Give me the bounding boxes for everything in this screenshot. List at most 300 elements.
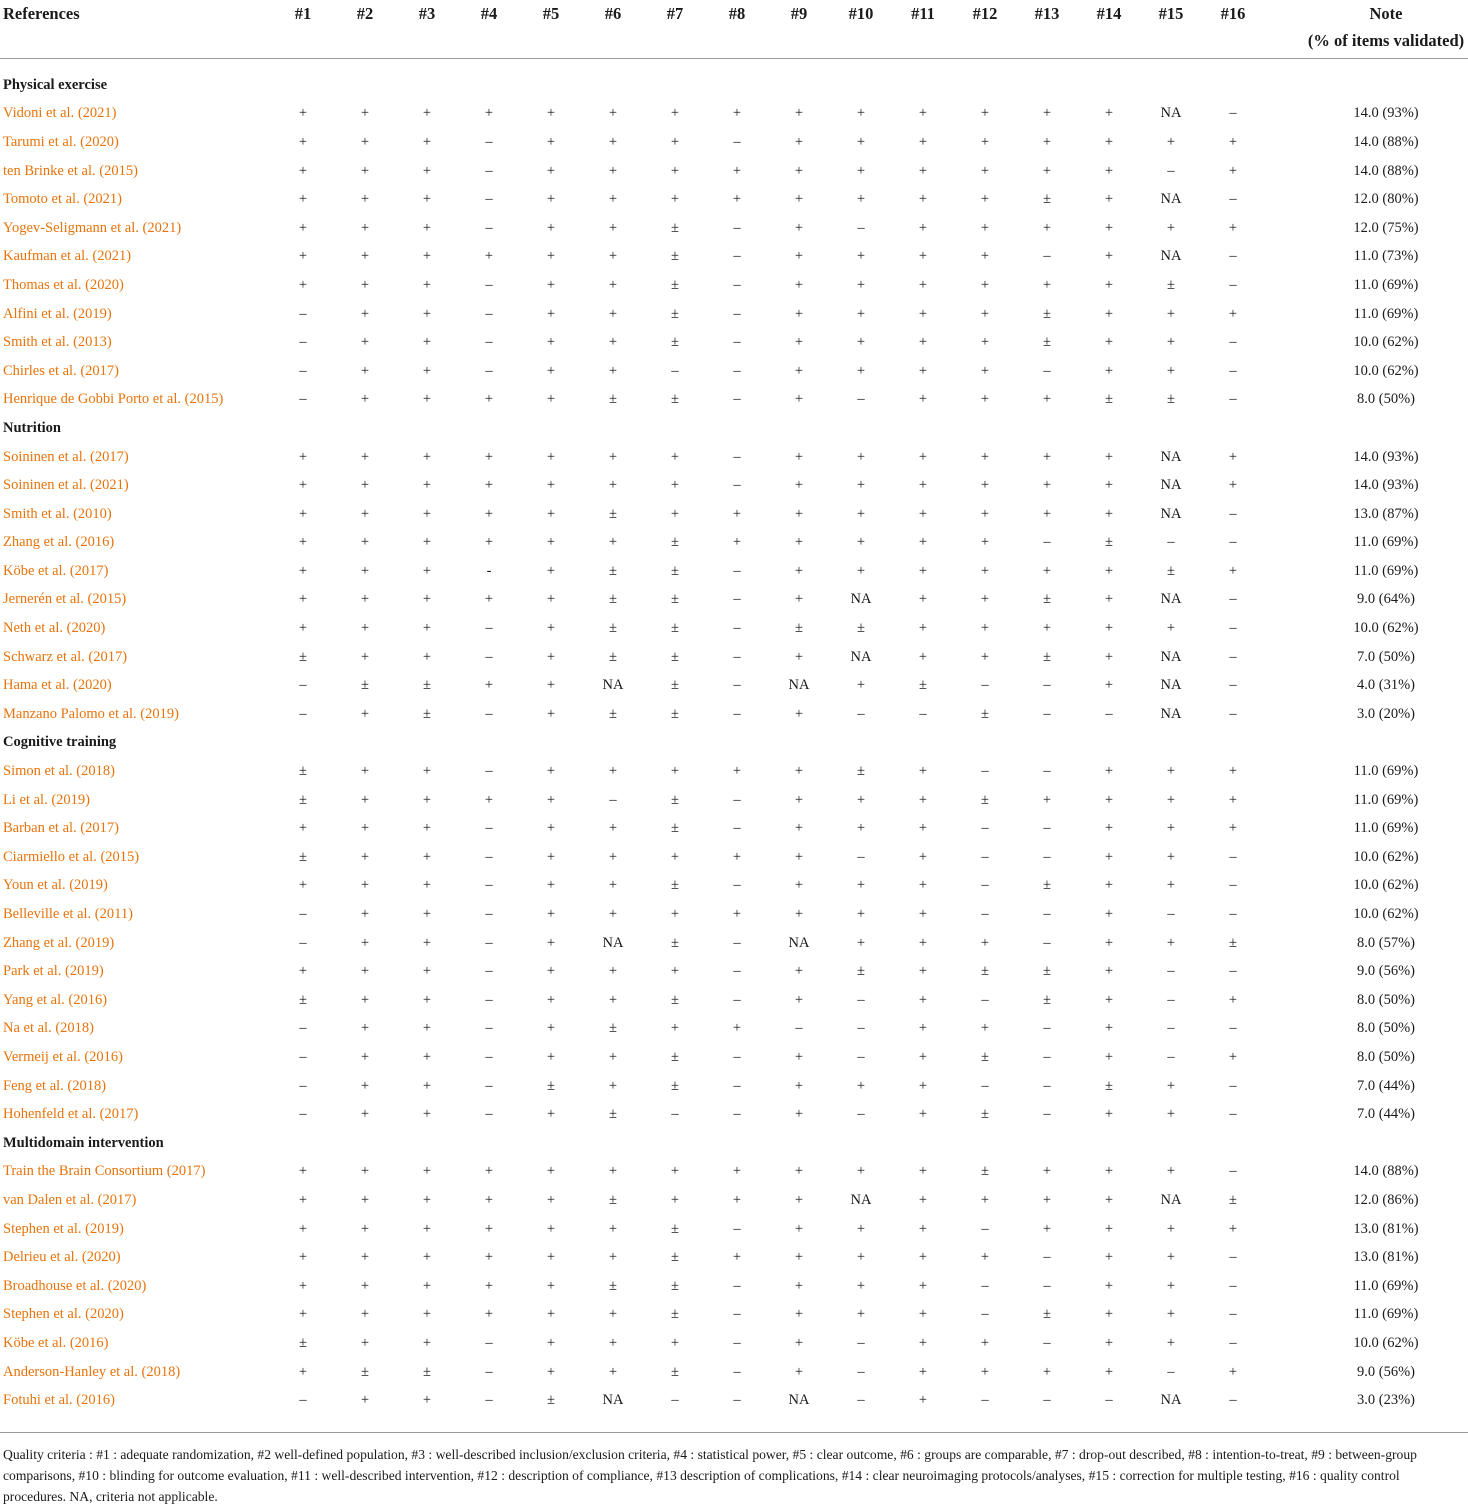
- criterion-cell-10: +: [856, 191, 866, 208]
- reference-author[interactable]: Barban et al. (: [3, 820, 86, 837]
- reference-cell: [0, 700, 272, 729]
- reference-cell: [0, 557, 272, 586]
- reference-year-link[interactable]: 2019: [69, 963, 99, 980]
- table-footnote: Quality criteria : #1 : adequate randomization, #2 well-defined population, #3 : well-described inclusion/exclusion criteria, #4 : statistical power, #5 : clear outcome, #6 : groups are comparable, #7 : drop-out described, #8 : intention-to-treat, #9 : between-group comparisons, #10 : blinding for outcome evaluation, #11 : well-described intervention, #12 : description of compliance, #13 description of complications, #14 : clear neuroimaging protocols/analyses, #15 : correction for multiple testing, #16 : quality control procedures. NA, criteria not applicable.: [0, 1432, 1468, 1507]
- criterion-cell-14: +: [1104, 877, 1114, 894]
- criterion-cell-5: +: [546, 477, 556, 494]
- reference-year-link[interactable]: 2016: [74, 1334, 104, 1351]
- reference-author[interactable]: Train the Brain Consortium (: [3, 1163, 172, 1180]
- reference-year-link[interactable]: 2016: [73, 991, 103, 1008]
- criterion-cell-5: +: [546, 591, 556, 608]
- criterion-cell-8: +: [732, 848, 742, 865]
- criterion-cell-11: +: [918, 1048, 928, 1065]
- reference-close-paren: ): [85, 791, 90, 808]
- reference-author[interactable]: Park et al. (: [3, 963, 70, 980]
- reference-close-paren: ): [133, 1106, 139, 1123]
- criterion-cell-14: +: [1104, 105, 1114, 122]
- table-row: [0, 986, 1468, 1015]
- criterion-cell-7: ±: [671, 334, 679, 351]
- criterion-cell-15: +: [1166, 620, 1176, 637]
- note-cell: 14.0 (93%): [1353, 105, 1419, 122]
- criterion-cell-6: ±: [609, 1020, 617, 1037]
- criterion-cell-8: +: [732, 105, 742, 122]
- reference-year-link[interactable]: 2021: [147, 219, 177, 236]
- reference-author[interactable]: Schwarz et al. (: [3, 648, 94, 665]
- reference-year-link[interactable]: 2018: [60, 1020, 90, 1037]
- criterion-cell-13: –: [1043, 1077, 1051, 1094]
- criterion-cell-13: +: [1042, 477, 1052, 494]
- table-row: [0, 1100, 1468, 1129]
- reference-year-link[interactable]: 2017: [74, 562, 104, 579]
- criterion-cell-13: –: [1043, 934, 1051, 951]
- reference-author[interactable]: Li et al. (: [3, 791, 57, 808]
- note-cell: 7.0 (44%): [1357, 1106, 1415, 1123]
- criterion-cell-1: +: [298, 505, 308, 522]
- criterion-header-11: #11: [892, 0, 954, 59]
- reference-year-link[interactable]: 2021: [88, 191, 118, 208]
- reference-close-paren: ): [100, 620, 106, 637]
- criterion-cell-5: +: [546, 162, 556, 179]
- criterion-cell-14: +: [1104, 1249, 1114, 1266]
- criterion-cell-7: +: [670, 448, 680, 465]
- criterion-cell-8: –: [733, 791, 741, 808]
- criterion-cell-8: +: [732, 763, 742, 780]
- reference-year-link[interactable]: 2018: [146, 1363, 176, 1380]
- section-title: Physical exercise: [3, 76, 108, 93]
- criterion-cell-11: +: [918, 1220, 928, 1237]
- criterion-cell-9: +: [794, 105, 804, 122]
- reference-year-link[interactable]: 2010: [77, 505, 107, 522]
- reference-close-paren: ): [103, 877, 108, 894]
- note-cell: 8.0 (50%): [1357, 1020, 1415, 1037]
- criterion-cell-14: +: [1104, 448, 1114, 465]
- criterion-cell-10: –: [857, 1363, 865, 1380]
- reference-year-link[interactable]: 2015: [104, 162, 134, 179]
- reference-author[interactable]: Feng et al. (: [3, 1077, 73, 1094]
- reference-cell: [0, 786, 272, 815]
- criterion-cell-10: NA: [850, 591, 872, 608]
- criterion-cell-1: –: [299, 391, 307, 408]
- reference-year-link[interactable]: 2013: [77, 334, 107, 351]
- criterion-cell-3: +: [422, 191, 432, 208]
- criterion-cell-1: +: [298, 191, 308, 208]
- criterion-cell-10: ±: [857, 620, 865, 637]
- criterion-cell-16: +: [1228, 305, 1238, 322]
- criterion-cell-16: –: [1229, 877, 1237, 894]
- note-header-line2: (% of items validated): [1307, 31, 1465, 50]
- reference-author[interactable]: Yang et al. (: [3, 991, 74, 1008]
- criterion-cell-6: +: [608, 1163, 618, 1180]
- criterion-cell-6: +: [608, 105, 618, 122]
- criterion-cell-6: +: [608, 763, 618, 780]
- reference-close-paren: ): [114, 820, 119, 837]
- reference-author[interactable]: Anderson-Hanley et al. (: [3, 1363, 147, 1380]
- criterion-cell-8: –: [733, 276, 741, 293]
- criterion-cell-10: +: [856, 1277, 866, 1294]
- criterion-cell-2: +: [360, 591, 370, 608]
- reference-cell: [0, 357, 272, 386]
- table-row: [0, 814, 1468, 843]
- reference-author[interactable]: Neth et al. (: [3, 620, 72, 637]
- reference-author[interactable]: Na et al. (: [3, 1020, 61, 1037]
- reference-year-link[interactable]: 2015: [105, 848, 135, 865]
- note-cell: 14.0 (88%): [1353, 162, 1419, 179]
- reference-year-link[interactable]: 2020: [77, 677, 107, 694]
- criterion-cell-6: ±: [609, 1191, 617, 1208]
- note-header-line1: Note: [1369, 4, 1403, 23]
- criterion-cell-12: +: [980, 219, 990, 236]
- reference-author[interactable]: Hama et al. (: [3, 677, 78, 694]
- criterion-cell-4: +: [484, 105, 494, 122]
- table-row: [0, 614, 1468, 643]
- criterion-cell-8: +: [732, 162, 742, 179]
- criterion-cell-11: +: [918, 1077, 928, 1094]
- reference-cell: [0, 957, 272, 986]
- criterion-cell-9: +: [794, 219, 804, 236]
- criterion-cell-2: +: [360, 906, 370, 923]
- criterion-cell-11: +: [918, 877, 928, 894]
- criterion-cell-5: +: [546, 906, 556, 923]
- criterion-cell-15: –: [1167, 534, 1175, 551]
- reference-year-link[interactable]: 2021: [97, 248, 127, 265]
- criterion-cell-12: +: [980, 934, 990, 951]
- criterion-cell-7: +: [670, 477, 680, 494]
- criterion-cell-9: +: [794, 963, 804, 980]
- criterion-cell-5: +: [546, 877, 556, 894]
- criterion-cell-2: +: [360, 791, 370, 808]
- reference-author[interactable]: Vermeij et al. (: [3, 1048, 90, 1065]
- reference-year-link[interactable]: 2020: [112, 1277, 142, 1294]
- criterion-cell-15: ±: [1167, 391, 1175, 408]
- reference-year-link[interactable]: 2011: [99, 906, 129, 923]
- section-header-row: [0, 1129, 1468, 1158]
- reference-year-link[interactable]: 2021: [82, 105, 112, 122]
- reference-year-link[interactable]: 2019: [145, 705, 175, 722]
- criterion-cell-8: –: [733, 705, 741, 722]
- criterion-cell-8: –: [733, 677, 741, 694]
- reference-author[interactable]: van Dalen et al. (: [3, 1191, 103, 1208]
- criterion-cell-16: –: [1229, 1392, 1237, 1409]
- reference-cell: [0, 929, 272, 958]
- table-row: [0, 529, 1468, 558]
- criterion-cell-1: +: [298, 877, 308, 894]
- reference-year-link[interactable]: 2021: [94, 477, 124, 494]
- criterion-cell-15: –: [1167, 162, 1175, 179]
- reference-author[interactable]: Köbe et al. (: [3, 562, 75, 579]
- criterion-cell-9: +: [794, 1163, 804, 1180]
- criterion-cell-7: ±: [671, 562, 679, 579]
- criterion-cell-13: +: [1042, 1220, 1052, 1237]
- criterion-cell-9: +: [794, 305, 804, 322]
- reference-author[interactable]: Manzano Palomo et al. (: [3, 705, 146, 722]
- criterion-cell-3: +: [422, 620, 432, 637]
- criterion-cell-3: +: [422, 391, 432, 408]
- note-cell: 12.0 (75%): [1353, 219, 1419, 236]
- criterion-cell-14: +: [1104, 820, 1114, 837]
- criterion-cell-5: +: [546, 191, 556, 208]
- reference-year-link[interactable]: 2019: [56, 791, 86, 808]
- reference-cell: [0, 1243, 272, 1272]
- criterion-cell-3: +: [422, 1106, 432, 1123]
- reference-year-link[interactable]: 2018: [81, 763, 111, 780]
- criterion-cell-5: +: [546, 848, 556, 865]
- reference-year-link[interactable]: 2020: [86, 1249, 116, 1266]
- criterion-cell-2: +: [360, 820, 370, 837]
- reference-author[interactable]: Köbe et al. (: [3, 1334, 75, 1351]
- criterion-cell-14: +: [1104, 162, 1114, 179]
- reference-author[interactable]: Stephen et al. (: [3, 1306, 90, 1323]
- table-row: [0, 586, 1468, 615]
- criterion-cell-9: +: [794, 534, 804, 551]
- criterion-cell-16: –: [1229, 534, 1237, 551]
- reference-cell: [0, 300, 272, 329]
- reference-year-link[interactable]: 2017: [85, 820, 115, 837]
- criterion-cell-1: +: [298, 248, 308, 265]
- header-row: [0, 0, 1468, 59]
- table-row: [0, 1301, 1468, 1330]
- criterion-cell-9: +: [794, 877, 804, 894]
- criterion-cell-3: +: [422, 477, 432, 494]
- criterion-cell-15: NA: [1160, 1392, 1182, 1409]
- reference-year-link[interactable]: 2019: [80, 934, 110, 951]
- criterion-cell-7: ±: [671, 219, 679, 236]
- criterion-cell-3: ±: [423, 1363, 431, 1380]
- criterion-cell-12: ±: [981, 1163, 989, 1180]
- criterion-cell-7: +: [670, 1163, 680, 1180]
- reference-year-link[interactable]: 2018: [72, 1077, 102, 1094]
- criterion-cell-16: –: [1229, 1106, 1237, 1123]
- criterion-cell-4: +: [484, 505, 494, 522]
- criterion-cell-13: –: [1043, 1334, 1051, 1351]
- reference-author[interactable]: Smith et al. (: [3, 334, 78, 351]
- criterion-cell-8: +: [732, 1163, 742, 1180]
- criterion-cell-2: +: [360, 620, 370, 637]
- reference-year-link[interactable]: 2019: [77, 305, 107, 322]
- criterion-cell-1: –: [299, 1048, 307, 1065]
- criterion-cell-6: –: [609, 791, 617, 808]
- table-row: [0, 786, 1468, 815]
- criterion-cell-15: +: [1166, 1220, 1176, 1237]
- criterion-cell-4: +: [484, 591, 494, 608]
- criterion-cell-10: ±: [857, 963, 865, 980]
- table-row: [0, 1243, 1468, 1272]
- criterion-cell-16: –: [1229, 906, 1237, 923]
- criterion-cell-11: +: [918, 1392, 928, 1409]
- criterion-cell-9: NA: [788, 677, 810, 694]
- criterion-cell-12: +: [980, 477, 990, 494]
- table-row: [0, 900, 1468, 929]
- note-column-header: [1264, 0, 1468, 59]
- criterion-cell-14: +: [1104, 276, 1114, 293]
- criterion-cell-7: +: [670, 1020, 680, 1037]
- reference-year-link[interactable]: 2017: [104, 1106, 134, 1123]
- criterion-cell-8: –: [733, 934, 741, 951]
- note-cell: 9.0 (56%): [1357, 963, 1415, 980]
- criterion-cell-12: +: [980, 505, 990, 522]
- criterion-cell-14: +: [1104, 1020, 1114, 1037]
- criterion-cell-4: +: [484, 448, 494, 465]
- criterion-cell-4: +: [484, 1306, 494, 1323]
- reference-year-link[interactable]: 2020: [89, 276, 119, 293]
- criterion-cell-13: +: [1042, 1191, 1052, 1208]
- criterion-cell-11: +: [918, 1277, 928, 1294]
- criterion-cell-15: +: [1166, 362, 1176, 379]
- criterion-cell-13: –: [1043, 705, 1051, 722]
- criterion-header-8: #8: [706, 0, 768, 59]
- reference-close-paren: ): [117, 191, 123, 208]
- reference-author[interactable]: Ciarmiello et al. (: [3, 848, 106, 865]
- criterion-cell-9: +: [794, 191, 804, 208]
- table-row: [0, 214, 1468, 243]
- note-cell: 7.0 (44%): [1357, 1077, 1415, 1094]
- criterion-cell-5: +: [546, 934, 556, 951]
- reference-author[interactable]: Henrique de Gobbi Porto et al. (: [3, 391, 190, 408]
- criterion-cell-2: +: [360, 133, 370, 150]
- criterion-cell-15: +: [1166, 820, 1176, 837]
- reference-year-link[interactable]: 2015: [189, 391, 219, 408]
- reference-author[interactable]: Yogev-Seligmann et al. (: [3, 219, 148, 236]
- reference-author[interactable]: Alfini et al. (: [3, 305, 78, 322]
- reference-year-link[interactable]: 2020: [89, 1306, 119, 1323]
- reference-author[interactable]: Simon et al. (: [3, 763, 82, 780]
- criterion-cell-2: +: [360, 1277, 370, 1294]
- reference-year-link[interactable]: 2016: [80, 534, 110, 551]
- reference-author[interactable]: Tarumi et al. (: [3, 133, 85, 150]
- criterion-cell-12: +: [980, 1020, 990, 1037]
- criterion-cell-8: –: [733, 648, 741, 665]
- reference-year-link[interactable]: 2017: [102, 1191, 132, 1208]
- reference-year-link[interactable]: 2016: [81, 1392, 111, 1409]
- criterion-cell-2: +: [360, 248, 370, 265]
- reference-year-link[interactable]: 2017: [85, 362, 115, 379]
- criterion-cell-14: +: [1104, 1163, 1114, 1180]
- reference-author[interactable]: Zhang et al. (: [3, 534, 81, 551]
- criterion-cell-12: –: [981, 763, 989, 780]
- criterion-header-7: #7: [644, 0, 706, 59]
- table-row: [0, 757, 1468, 786]
- note-cell: 10.0 (62%): [1353, 620, 1419, 637]
- reference-year-link[interactable]: 2019: [74, 877, 104, 894]
- reference-cell: [0, 1100, 272, 1129]
- reference-close-paren: ): [89, 1020, 95, 1037]
- criterion-cell-12: +: [980, 620, 990, 637]
- criterion-cell-2: +: [360, 1334, 370, 1351]
- reference-author[interactable]: Hohenfeld et al. (: [3, 1106, 105, 1123]
- reference-year-link[interactable]: 2020: [84, 133, 114, 150]
- reference-year-link[interactable]: 2016: [89, 1048, 119, 1065]
- reference-author[interactable]: Chirles et al. (: [3, 362, 86, 379]
- criterion-cell-8: –: [733, 963, 741, 980]
- criterion-cell-2: +: [360, 448, 370, 465]
- reference-author[interactable]: ten Brinke et al. (: [3, 162, 105, 179]
- reference-close-paren: ): [118, 1220, 124, 1237]
- reference-author[interactable]: Delrieu et al. (: [3, 1249, 87, 1266]
- reference-author[interactable]: Tomoto et al. (: [3, 191, 89, 208]
- criterion-cell-14: +: [1104, 791, 1114, 808]
- criterion-cell-5: +: [546, 1106, 556, 1123]
- criterion-cell-6: NA: [602, 1392, 624, 1409]
- criterion-cell-9: +: [794, 591, 804, 608]
- criterion-cell-12: –: [981, 1220, 989, 1237]
- reference-cell: [0, 986, 272, 1015]
- table-row: [0, 300, 1468, 329]
- criterion-cell-12: –: [981, 820, 989, 837]
- criterion-cell-14: +: [1104, 1277, 1114, 1294]
- criterion-cell-10: +: [856, 505, 866, 522]
- criterion-cell-14: –: [1105, 1392, 1113, 1409]
- criterion-cell-5: +: [546, 219, 556, 236]
- reference-author[interactable]: Belleville et al. (: [3, 906, 100, 923]
- reference-author[interactable]: Smith et al. (: [3, 505, 78, 522]
- criterion-cell-2: +: [360, 391, 370, 408]
- criterion-cell-13: –: [1043, 248, 1051, 265]
- reference-author[interactable]: Thomas et al. (: [3, 276, 90, 293]
- criterion-cell-10: +: [856, 477, 866, 494]
- reference-year-link[interactable]: 2020: [71, 620, 101, 637]
- reference-year-link[interactable]: 2017: [93, 648, 123, 665]
- criterion-cell-12: +: [980, 191, 990, 208]
- criterion-cell-13: +: [1042, 620, 1052, 637]
- criterion-cell-6: ±: [609, 620, 617, 637]
- reference-close-paren: ): [200, 1163, 206, 1180]
- criterion-cell-16: –: [1229, 248, 1237, 265]
- criterion-cell-5: +: [546, 534, 556, 551]
- criterion-cell-13: ±: [1043, 991, 1051, 1008]
- criterion-cell-16: +: [1228, 1048, 1238, 1065]
- reference-author[interactable]: Vidoni et al. (: [3, 105, 83, 122]
- reference-author[interactable]: Stephen et al. (: [3, 1220, 90, 1237]
- reference-author[interactable]: Youn et al. (: [3, 877, 75, 894]
- criterion-cell-14: ±: [1105, 534, 1113, 551]
- reference-author[interactable]: Soininen et al. (: [3, 448, 95, 465]
- table-row: [0, 929, 1468, 958]
- note-cell: 13.0 (81%): [1353, 1220, 1419, 1237]
- criterion-cell-14: +: [1104, 1363, 1114, 1380]
- reference-year-link[interactable]: 2015: [92, 591, 122, 608]
- reference-author[interactable]: Soininen et al. (: [3, 477, 95, 494]
- criterion-cell-15: –: [1167, 1048, 1175, 1065]
- reference-author[interactable]: Kaufman et al. (: [3, 248, 98, 265]
- note-cell: 8.0 (50%): [1357, 391, 1415, 408]
- criterion-cell-10: –: [857, 1392, 865, 1409]
- criterion-cell-2: +: [360, 934, 370, 951]
- reference-year-link[interactable]: 2017: [94, 448, 124, 465]
- note-cell: 14.0 (93%): [1353, 448, 1419, 465]
- criterion-cell-10: –: [857, 991, 865, 1008]
- reference-year-link[interactable]: 2017: [171, 1163, 201, 1180]
- reference-author[interactable]: Jernerén et al. (: [3, 591, 93, 608]
- criterion-cell-10: –: [857, 219, 865, 236]
- reference-close-paren: ): [133, 162, 138, 179]
- criterion-cell-16: –: [1229, 1077, 1237, 1094]
- criterion-cell-5: +: [546, 648, 556, 665]
- criterion-cell-11: +: [918, 391, 928, 408]
- criterion-cell-8: –: [733, 820, 741, 837]
- criterion-cell-12: ±: [981, 705, 989, 722]
- criterion-cell-7: ±: [671, 391, 679, 408]
- criterion-cell-11: +: [918, 791, 928, 808]
- criterion-cell-4: –: [485, 620, 493, 637]
- reference-author[interactable]: Zhang et al. (: [3, 934, 81, 951]
- reference-author[interactable]: Broadhouse et al. (: [3, 1277, 113, 1294]
- criterion-cell-7: ±: [671, 248, 679, 265]
- reference-year-link[interactable]: 2019: [89, 1220, 119, 1237]
- criterion-cell-1: ±: [299, 791, 307, 808]
- criterion-cell-9: +: [794, 391, 804, 408]
- reference-author[interactable]: Fotuhi et al. (: [3, 1392, 82, 1409]
- criterion-cell-3: +: [422, 763, 432, 780]
- criterion-cell-3: +: [422, 305, 432, 322]
